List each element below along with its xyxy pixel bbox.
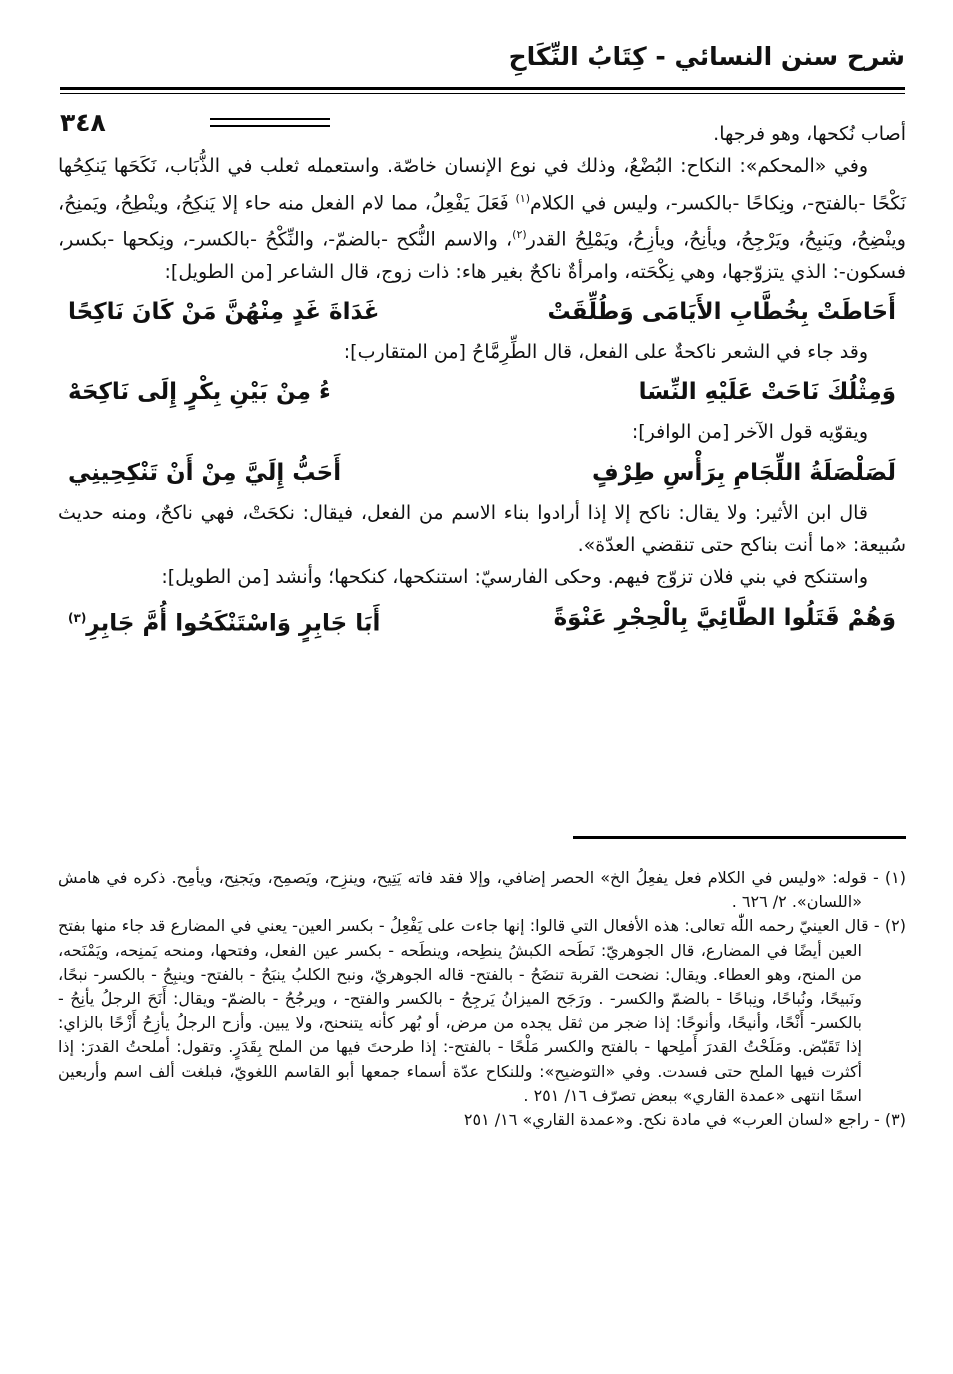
verse-hemistich: ءُ مِنْ بَيْنِ بِكْرٍ إِلَى نَاكِحَهْ (68, 379, 331, 406)
header-rule-thin (60, 93, 905, 94)
page-number: ٣٤٨ (60, 108, 114, 137)
footnote-ref: (٢) (512, 228, 527, 242)
paragraph-text: وفي «المحكم»: النكاح: البُضْعُ، وذلك في نوع الإنسان خاصّة. واستعمله ثعلب في الذُّبَاب، نَكَحَها يَنكِحُها نَكْحًا -بالفتح-، ونِكاحًا -بالكسر-، وليس في الكلام (58, 155, 906, 214)
header-rule (60, 87, 905, 90)
paragraph: واستنكح في بني فلان تزوّج فيهم. وحكى الفارسيّ: استنكحها، كنكحها؛ وأنشد [من الطويل]: (161, 566, 868, 589)
paragraph (58, 150, 906, 288)
footnotes (58, 866, 906, 1132)
footnote: (١) - قوله: «وليس في الكلام فعل يفعِلُ الخ» الحصر إضافي، وإلا فقد فاته يَتِيح، وينزِح، ويَصمِح، ويَجنِح، ويأمِح. ذكره في هامش «اللسان». ٢/ ٦٢٦ . (58, 868, 906, 912)
paragraph: ويقوّيه قول الآخر [من الوافر]: (631, 421, 868, 444)
paragraph: أصاب نُكحها، وهو فرجها. (713, 123, 906, 145)
verse (58, 451, 906, 495)
verse-hemistich: غَدَاةَ غَدٍ مِنْهُنَّ مَنْ كَانَ نَاكِحًا (68, 299, 380, 326)
running-title: شرح سنن النسائي - كِتَابُ النِّكَاحِ (508, 42, 905, 71)
verse (58, 290, 906, 334)
footnote: (٢) - قال العينيّ رحمه اللّٰه تعالى: هذه الأفعال التي قالوا: إنها جاءت على يَفْعِلُ - بكسر العين- يعني في المضارع قد جاء منها بفتح العين أيضًا في المضارع، قال الجوهريّ: نَطَحه الكبشُ ينطِحه، وينطَحه - بكسر عين الفعل، وفتحها، ومنحه يَمنِحه، ويَمْنَحه، من المنح، وهو العطاء. ويقال: نضحت القربة تنضَحُ - بالفتح- قاله الجوهريّ، ونبح الكلبُ ينبَحُ - بالفتح- وينبِحُ - بالكسر- نبحًا، ونَبيحًا، ونُباحًا، ونِباحًا - بالضمّ والكسر- . ورَجَح الميزانُ يَرجِحُ - بالكسر والفتح- ، ويرجُحُ - بالضمّ- ويقال: أَنَحَ الرجلُ يأنِحُ - بالكسر- أَنْحًا، وأنيحًا، وأنوحًا: إذا ضجر من ثقل يجده من مرض، أو بُهر كأنه يتنحنح، ولا يبين. وأزح الرجلُ يأزِحُ أَزْحًا بالزاي: إذا تَقَبّض. ومَلَحْتُ القدرَ أَملِحها - بالفتح والكسر مَلْحًا - بالفتح-: إذا طرحتَ فيها من الملح بِقَدَرٍ. وتقول: أملحتُ القدرَ: إذا أكثرت فيها الملح حتى فسدت. وفي «التوضيح»: وللنكاح عدّة أسماء جمعها أبو القاسم اللغويّ، فبلغت ألف اسم وأربعين اسمًا انتهى «عمدة القاري» ببعض تصرّف ١٦/ ٢٥١ . (58, 916, 906, 1105)
verse-hemistich: وَمِثْلُكَ نَاحَتْ عَلَيْهِ النِّسَا (638, 379, 896, 406)
verse-hemistich (68, 596, 380, 646)
verse (58, 370, 906, 414)
footnote-ref: (٣) (68, 610, 87, 625)
verse-hemistich: أَحَبُّ إِلَيَّ مِنْ أَنْ تَنْكِحِينِي (68, 459, 342, 486)
paragraph-text: فَعَلَ يَفْعِلُ، مما لام الفعل منه حاء إلا يَنكِحُ، وينْطِحُ، ويَمنِحُ، وينْضِحُ، ويَنبِحُ، ويَرْجِحُ، ويأنِحُ، ويأزِحُ، ويَمْلِحُ القدر (58, 191, 906, 251)
paragraph: وقد جاء في الشعر ناكحةٌ على الفعل، قال الطِّرِمَّاحُ [من المتقارب]: (343, 341, 868, 364)
footnote-ref: (١) (515, 191, 530, 205)
footnote: (٣) - راجع «لسان العرب» في مادة نكح. و«عمدة القاري» ١٦/ ٢٥١ (463, 1110, 906, 1130)
main-text (58, 118, 906, 647)
verse-hemistich: لَصَلْصَلَةُ اللِّجَامِ بِرَأْسِ طِرْفٍ (592, 459, 896, 486)
verse-hemistich: وَهُمْ قَتَلُوا الطَّائِيَّ بِالْحِجْرِ عَنْوَةً (553, 604, 896, 631)
verse-text: أَبَا جَابِرٍ وَاسْتَنْكَحُوا أُمَّ جَابِرِ (86, 610, 381, 637)
verse (58, 596, 906, 646)
verse-hemistich: أَحَاطَتْ بِخُطَّابِ الأَيَامَى وَطُلِّقَتْ (547, 299, 896, 326)
footnote-separator (573, 836, 906, 839)
paragraph: قال ابن الأثير: ولا يقال: ناكح إلا إذا أرادوا بناء الاسم من الفعل، فيقال: نكحَتْ، فهي ناكحٌ، ومنه حديث سُبيعة: «ما أنت بناكح حتى تنقضي العدّة». (58, 501, 906, 557)
paragraph-text: ، والاسم النُّكح -بالضمّ-، والنِّكْحُ -بالكسر-، ونِكحها -بكسر، فسكون-: الذي يتزوّجها، وهي نِكْحَته، وامرأةٌ ناكحٌ بغير هاء: ذات زوج، قال الشاعر [من الطويل]: (58, 228, 906, 283)
